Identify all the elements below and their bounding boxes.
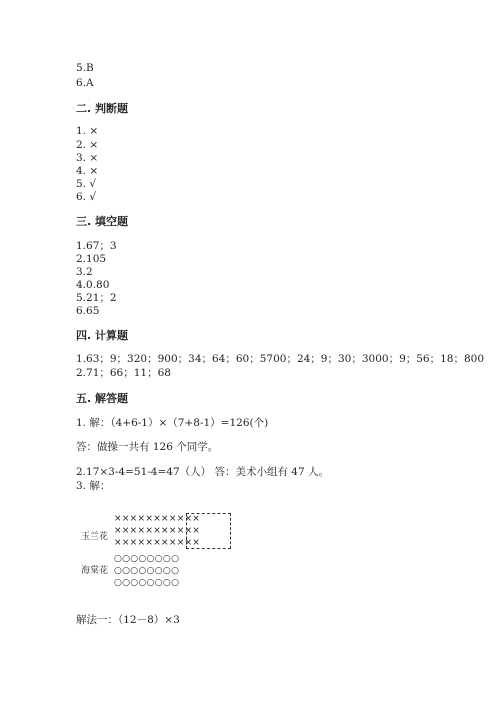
calculation-item: 1.63；9；320；900；34；64；60；5700；24；9；30；3000；9；56；18；800 bbox=[76, 353, 485, 365]
solution-method-1: 解法一：（12－8）×3 bbox=[76, 614, 180, 626]
magnolia-row: ××××××××××× bbox=[114, 514, 201, 524]
judgement-item: 5. √ bbox=[76, 178, 97, 190]
fill-blank-item: 1.67；3 bbox=[76, 240, 117, 252]
problem-2-solution: 2.17×3-4=51-4=47（人） 答：美术小组有 47 人。 bbox=[76, 466, 330, 478]
magnolia-row: ××××××××××× bbox=[114, 538, 201, 548]
fill-blank-item: 4.0.80 bbox=[76, 279, 110, 291]
extra-group-dashed-box bbox=[186, 513, 231, 549]
judgement-item: 6. √ bbox=[76, 191, 97, 203]
begonia-row: ○○○○○○○○ bbox=[114, 578, 180, 588]
answer-5: 5.B bbox=[76, 62, 94, 74]
judgement-item: 1. × bbox=[76, 125, 99, 137]
judgement-item: 3. × bbox=[76, 152, 99, 164]
begonia-label: 海棠花 bbox=[81, 566, 109, 576]
fill-blank-item: 2.105 bbox=[76, 253, 107, 265]
answer-6: 6.A bbox=[76, 77, 94, 89]
magnolia-label: 玉兰花 bbox=[81, 532, 109, 542]
fill-blank-item: 3.2 bbox=[76, 266, 93, 278]
magnolia-row: ××××××××××× bbox=[114, 526, 201, 536]
section-title-calculation: 四. 计算题 bbox=[76, 329, 129, 342]
comparison-diagram bbox=[76, 510, 256, 590]
begonia-row: ○○○○○○○○ bbox=[114, 554, 180, 564]
fill-blank-item: 5.21；2 bbox=[76, 292, 117, 304]
begonia-row: ○○○○○○○○ bbox=[114, 566, 180, 576]
fill-blank-item: 6.65 bbox=[76, 305, 100, 317]
problem-1-answer: 答：做操一共有 126 个同学。 bbox=[76, 441, 219, 453]
judgement-item: 2. × bbox=[76, 139, 99, 151]
judgement-item: 4. × bbox=[76, 165, 99, 177]
section-title-word-problems: 五. 解答题 bbox=[76, 392, 129, 405]
section-title-fill-blank: 三. 填空题 bbox=[76, 215, 129, 228]
calculation-item: 2.71；66；11；68 bbox=[76, 367, 171, 379]
problem-1-solution: 1. 解：（4+6-1）×（7+8-1）=126(个) bbox=[76, 417, 269, 429]
problem-3-label: 3. 解： bbox=[76, 480, 111, 492]
section-title-judgement: 二. 判断题 bbox=[76, 102, 129, 115]
